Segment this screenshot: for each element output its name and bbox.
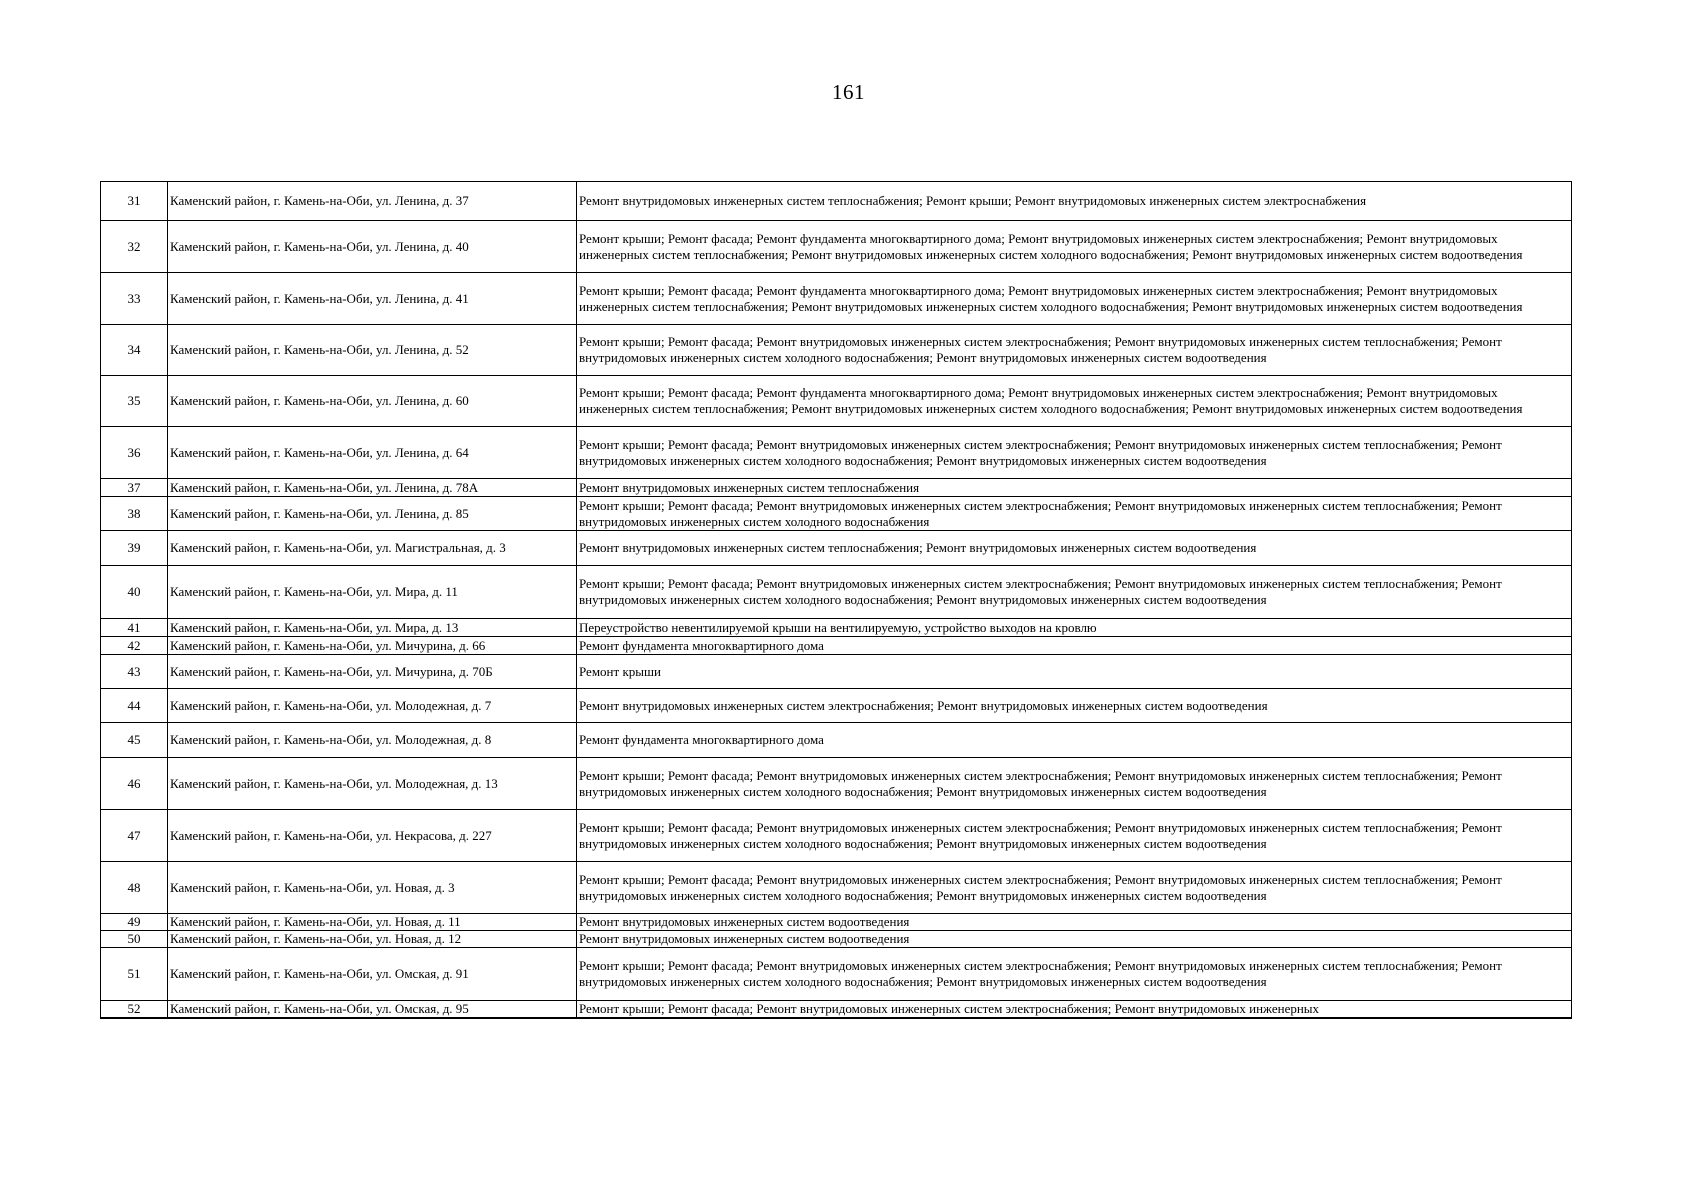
table-row [101,948,1572,1001]
works-cell: Ремонт крыши; Ремонт фасада; Ремонт внутридомовых инженерных систем электроснабжения; Ремонт внутридомовых инженерных систем теплоснабжения; Ремонт внутридомовых инженерных систем холодного водоснабжения; Ремонт внутридомовых инженерных систем водоотведения [577,427,1572,479]
repair-table [100,181,1572,1019]
row-number-cell: 47 [101,810,168,862]
row-number-cell: 37 [101,479,168,497]
row-number-cell: 50 [101,931,168,948]
row-number-cell: 48 [101,862,168,914]
address-cell: Каменский район, г. Камень-на-Оби, ул. Омская, д. 91 [168,948,577,1001]
table-row [101,497,1572,531]
works-cell: Ремонт крыши; Ремонт фасада; Ремонт фундамента многоквартирного дома; Ремонт внутридомовых инженерных систем электроснабжения; Ремонт внутридомовых инженерных систем теплоснабжения; Ремонт внутридомовых инженерных систем холодного водоснабжения; Ремонт внутридомовых инженерных систем водоотведения [577,221,1572,273]
table-row [101,931,1572,948]
table-row [101,1001,1572,1019]
table-row [101,655,1572,689]
works-cell: Ремонт крыши; Ремонт фасада; Ремонт внутридомовых инженерных систем электроснабжения; Ремонт внутридомовых инженерных систем теплоснабжения; Ремонт внутридомовых инженерных систем холодного водоснабжения; Ремонт внутридомовых инженерных систем водоотведения [577,948,1572,1001]
table-row [101,914,1572,931]
address-cell: Каменский район, г. Камень-на-Оби, ул. Омская, д. 95 [168,1001,577,1019]
works-cell: Ремонт крыши [577,655,1572,689]
row-number-cell: 42 [101,637,168,655]
address-cell: Каменский район, г. Камень-на-Оби, ул. Ленина, д. 64 [168,427,577,479]
row-number-cell: 52 [101,1001,168,1019]
works-cell: Ремонт внутридомовых инженерных систем теплоснабжения [577,479,1572,497]
table-row [101,566,1572,619]
row-number-cell: 46 [101,758,168,810]
address-cell: Каменский район, г. Камень-на-Оби, ул. Ленина, д. 40 [168,221,577,273]
address-cell: Каменский район, г. Камень-на-Оби, ул. Ленина, д. 52 [168,325,577,376]
table-row [101,273,1572,325]
address-cell: Каменский район, г. Камень-на-Оби, ул. Мичурина, д. 66 [168,637,577,655]
works-cell: Ремонт крыши; Ремонт фасада; Ремонт внутридомовых инженерных систем электроснабжения; Ремонт внутридомовых инженерных [577,1001,1572,1019]
row-number-cell: 36 [101,427,168,479]
row-number-cell: 44 [101,689,168,723]
works-cell: Ремонт внутридомовых инженерных систем водоотведения [577,914,1572,931]
address-cell: Каменский район, г. Камень-на-Оби, ул. Ленина, д. 41 [168,273,577,325]
table-row [101,758,1572,810]
table-row [101,376,1572,427]
row-number-cell: 38 [101,497,168,531]
table-row [101,637,1572,655]
works-cell: Ремонт внутридомовых инженерных систем электроснабжения; Ремонт внутридомовых инженерных систем водоотведения [577,689,1572,723]
table-row [101,810,1572,862]
works-cell: Переустройство невентилируемой крыши на вентилируемую, устройство выходов на кровлю [577,619,1572,637]
table-row [101,479,1572,497]
row-number-cell: 40 [101,566,168,619]
works-cell: Ремонт фундамента многоквартирного дома [577,723,1572,758]
works-cell: Ремонт фундамента многоквартирного дома [577,637,1572,655]
address-cell: Каменский район, г. Камень-на-Оби, ул. Молодежная, д. 7 [168,689,577,723]
works-cell: Ремонт внутридомовых инженерных систем водоотведения [577,931,1572,948]
row-number-cell: 49 [101,914,168,931]
works-cell: Ремонт внутридомовых инженерных систем теплоснабжения; Ремонт крыши; Ремонт внутридомовых инженерных систем электроснабжения [577,182,1572,221]
address-cell: Каменский район, г. Камень-на-Оби, ул. Ленина, д. 37 [168,182,577,221]
table-row [101,619,1572,637]
address-cell: Каменский район, г. Камень-на-Оби, ул. Новая, д. 3 [168,862,577,914]
row-number-cell: 45 [101,723,168,758]
row-number-cell: 51 [101,948,168,1001]
row-number-cell: 41 [101,619,168,637]
table-row [101,862,1572,914]
row-number-cell: 43 [101,655,168,689]
row-number-cell: 34 [101,325,168,376]
row-number-cell: 35 [101,376,168,427]
works-cell: Ремонт крыши; Ремонт фасада; Ремонт внутридомовых инженерных систем электроснабжения; Ремонт внутридомовых инженерных систем теплоснабжения; Ремонт внутридомовых инженерных систем холодного водоснабжения [577,497,1572,531]
works-cell: Ремонт крыши; Ремонт фасада; Ремонт внутридомовых инженерных систем электроснабжения; Ремонт внутридомовых инженерных систем теплоснабжения; Ремонт внутридомовых инженерных систем холодного водоснабжения; Ремонт внутридомовых инженерных систем водоотведения [577,810,1572,862]
row-number-cell: 33 [101,273,168,325]
works-cell: Ремонт крыши; Ремонт фасада; Ремонт внутридомовых инженерных систем электроснабжения; Ремонт внутридомовых инженерных систем теплоснабжения; Ремонт внутридомовых инженерных систем холодного водоснабжения; Ремонт внутридомовых инженерных систем водоотведения [577,325,1572,376]
row-number-cell: 32 [101,221,168,273]
address-cell: Каменский район, г. Камень-на-Оби, ул. Некрасова, д. 227 [168,810,577,862]
address-cell: Каменский район, г. Камень-на-Оби, ул. Магистральная, д. 3 [168,531,577,566]
address-cell: Каменский район, г. Камень-на-Оби, ул. Мира, д. 11 [168,566,577,619]
address-cell: Каменский район, г. Камень-на-Оби, ул. Ленина, д. 85 [168,497,577,531]
works-cell: Ремонт крыши; Ремонт фасада; Ремонт внутридомовых инженерных систем электроснабжения; Ремонт внутридомовых инженерных систем теплоснабжения; Ремонт внутридомовых инженерных систем холодного водоснабжения; Ремонт внутридомовых инженерных систем водоотведения [577,566,1572,619]
address-cell: Каменский район, г. Камень-на-Оби, ул. Молодежная, д. 8 [168,723,577,758]
table-row [101,723,1572,758]
works-cell: Ремонт внутридомовых инженерных систем теплоснабжения; Ремонт внутридомовых инженерных систем водоотведения [577,531,1572,566]
repair-table-wrapper [100,181,1572,1019]
row-number-cell: 39 [101,531,168,566]
address-cell: Каменский район, г. Камень-на-Оби, ул. Новая, д. 11 [168,914,577,931]
row-number-cell: 31 [101,182,168,221]
address-cell: Каменский район, г. Камень-на-Оби, ул. Мира, д. 13 [168,619,577,637]
address-cell: Каменский район, г. Камень-на-Оби, ул. Ленина, д. 60 [168,376,577,427]
table-row [101,182,1572,221]
address-cell: Каменский район, г. Камень-на-Оби, ул. Ленина, д. 78А [168,479,577,497]
address-cell: Каменский район, г. Камень-на-Оби, ул. Новая, д. 12 [168,931,577,948]
repair-table-body [101,182,1572,1019]
address-cell: Каменский район, г. Камень-на-Оби, ул. Молодежная, д. 13 [168,758,577,810]
address-cell: Каменский район, г. Камень-на-Оби, ул. Мичурина, д. 70Б [168,655,577,689]
table-row [101,689,1572,723]
table-row [101,325,1572,376]
works-cell: Ремонт крыши; Ремонт фасада; Ремонт внутридомовых инженерных систем электроснабжения; Ремонт внутридомовых инженерных систем теплоснабжения; Ремонт внутридомовых инженерных систем холодного водоснабжения; Ремонт внутридомовых инженерных систем водоотведения [577,862,1572,914]
page-number: 161 [832,80,865,104]
table-row [101,427,1572,479]
table-row [101,221,1572,273]
works-cell: Ремонт крыши; Ремонт фасада; Ремонт фундамента многоквартирного дома; Ремонт внутридомовых инженерных систем электроснабжения; Ремонт внутридомовых инженерных систем теплоснабжения; Ремонт внутридомовых инженерных систем холодного водоснабжения; Ремонт внутридомовых инженерных систем водоотведения [577,273,1572,325]
works-cell: Ремонт крыши; Ремонт фасада; Ремонт внутридомовых инженерных систем электроснабжения; Ремонт внутридомовых инженерных систем теплоснабжения; Ремонт внутридомовых инженерных систем холодного водоснабжения; Ремонт внутридомовых инженерных систем водоотведения [577,758,1572,810]
table-row [101,531,1572,566]
works-cell: Ремонт крыши; Ремонт фасада; Ремонт фундамента многоквартирного дома; Ремонт внутридомовых инженерных систем электроснабжения; Ремонт внутридомовых инженерных систем теплоснабжения; Ремонт внутридомовых инженерных систем холодного водоснабжения; Ремонт внутридомовых инженерных систем водоотведения [577,376,1572,427]
